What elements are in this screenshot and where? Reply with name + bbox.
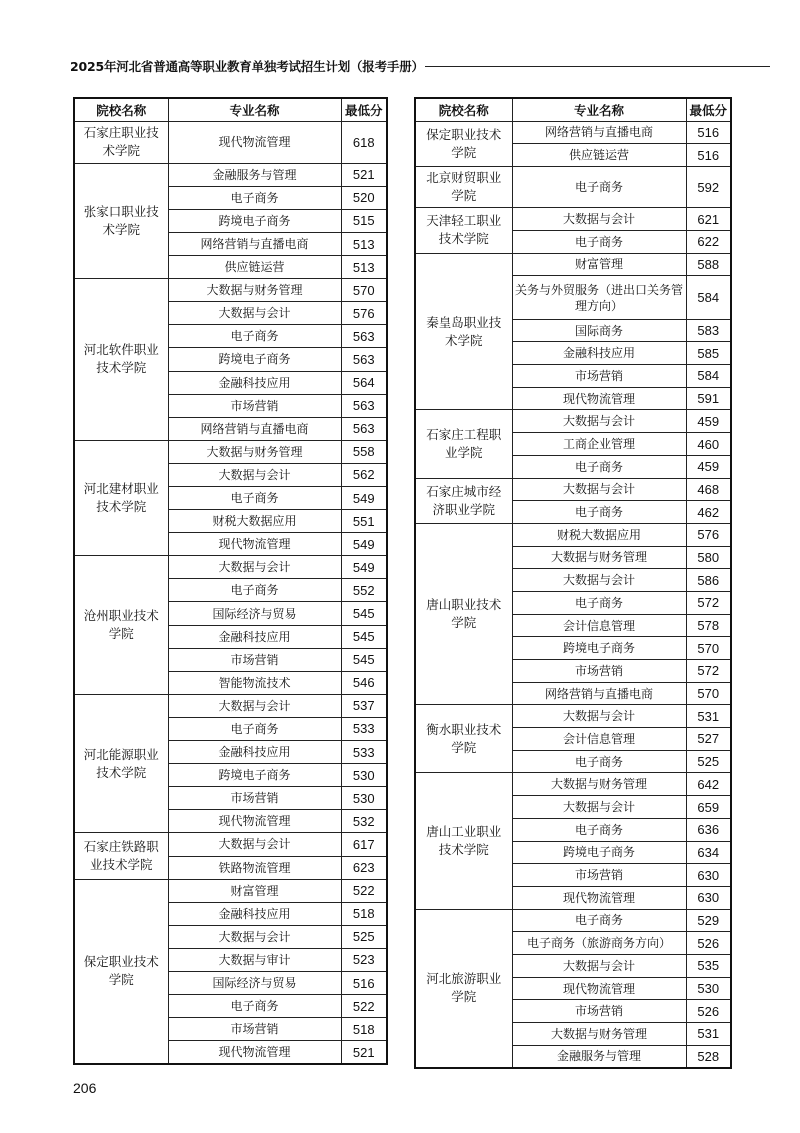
page-header (30, 57, 770, 75)
min-score-cell: 522 (341, 879, 387, 902)
min-score-cell: 636 (686, 818, 731, 841)
major-name-cell: 现代物流管理 (512, 977, 686, 1000)
major-name-cell: 会计信息管理 (512, 614, 686, 637)
major-name-cell: 现代物流管理 (512, 886, 686, 909)
min-score-cell: 546 (341, 671, 387, 694)
min-score-cell: 621 (686, 208, 731, 231)
major-name-cell: 电子商务 (512, 591, 686, 614)
school-name-cell: 唐山工业职业技术学院 (415, 773, 512, 909)
major-name-cell: 市场营销 (168, 1018, 341, 1041)
major-name-cell: 金融科技应用 (168, 371, 341, 394)
min-score-cell: 586 (686, 569, 731, 592)
admission-table-left (73, 97, 388, 1065)
major-name-cell: 网络营销与直播电商 (168, 232, 341, 255)
major-name-cell: 金融科技应用 (512, 342, 686, 365)
min-score-cell: 537 (341, 694, 387, 717)
major-name-cell: 网络营销与直播电商 (512, 121, 686, 144)
major-name-cell: 现代物流管理 (168, 121, 341, 163)
major-name-cell: 现代物流管理 (168, 810, 341, 833)
min-score-cell: 570 (341, 279, 387, 302)
major-name-cell: 现代物流管理 (168, 533, 341, 556)
column-header-major: 专业名称 (168, 98, 341, 121)
major-name-cell: 金融科技应用 (168, 741, 341, 764)
school-name-cell: 河北旅游职业学院 (415, 909, 512, 1068)
min-score-cell: 468 (686, 478, 731, 501)
school-name-cell: 石家庄职业技术学院 (74, 121, 168, 163)
school-name-cell: 保定职业技术学院 (74, 879, 168, 1064)
school-name-cell: 保定职业技术学院 (415, 121, 512, 166)
min-score-cell: 525 (686, 750, 731, 773)
major-name-cell: 市场营销 (512, 1000, 686, 1023)
major-name-cell: 财富管理 (512, 253, 686, 276)
major-name-cell: 电子商务 (512, 818, 686, 841)
min-score-cell: 545 (341, 648, 387, 671)
min-score-cell: 522 (341, 995, 387, 1018)
major-name-cell: 国际经济与贸易 (168, 602, 341, 625)
min-score-cell: 527 (686, 728, 731, 751)
school-name-cell: 河北软件职业技术学院 (74, 279, 168, 441)
table-header-row (74, 98, 387, 121)
min-score-cell: 622 (686, 230, 731, 253)
min-score-cell: 516 (686, 121, 731, 144)
major-name-cell: 大数据与会计 (168, 463, 341, 486)
major-name-cell: 电子商务 (512, 166, 686, 207)
table-row (74, 694, 387, 717)
min-score-cell: 564 (341, 371, 387, 394)
table-row (74, 279, 387, 302)
major-name-cell: 金融服务与管理 (168, 163, 341, 186)
major-name-cell: 现代物流管理 (168, 1041, 341, 1064)
min-score-cell: 532 (341, 810, 387, 833)
table-header-row (415, 98, 731, 121)
school-name-cell: 石家庄工程职业学院 (415, 410, 512, 478)
major-name-cell: 大数据与会计 (512, 410, 686, 433)
min-score-cell: 535 (686, 954, 731, 977)
major-name-cell: 市场营销 (168, 648, 341, 671)
min-score-cell: 531 (686, 705, 731, 728)
min-score-cell: 460 (686, 433, 731, 456)
min-score-cell: 584 (686, 276, 731, 319)
min-score-cell: 591 (686, 387, 731, 410)
school-name-cell: 衡水职业技术学院 (415, 705, 512, 773)
table-row (415, 208, 731, 231)
major-name-cell: 电子商务 (512, 909, 686, 932)
school-name-cell: 秦皇岛职业技术学院 (415, 253, 512, 410)
min-score-cell: 563 (341, 394, 387, 417)
min-score-cell: 592 (686, 166, 731, 207)
major-name-cell: 工商企业管理 (512, 433, 686, 456)
major-name-cell: 大数据与财务管理 (512, 773, 686, 796)
table-row (415, 121, 731, 144)
table-row (415, 410, 731, 433)
school-name-cell: 北京财贸职业学院 (415, 166, 512, 207)
table-row (415, 909, 731, 932)
header-title: 2025年河北省普通高等职业教育单独考试招生计划（报考手册） (70, 59, 424, 74)
min-score-cell: 659 (686, 796, 731, 819)
min-score-cell: 525 (341, 925, 387, 948)
major-name-cell: 大数据与会计 (512, 208, 686, 231)
major-name-cell: 大数据与会计 (512, 569, 686, 592)
major-name-cell: 电子商务 (168, 717, 341, 740)
major-name-cell: 电子商务 (168, 186, 341, 209)
table-row (74, 879, 387, 902)
min-score-cell: 572 (686, 660, 731, 683)
major-name-cell: 大数据与审计 (168, 948, 341, 971)
min-score-cell: 563 (341, 417, 387, 440)
major-name-cell: 大数据与财务管理 (512, 1023, 686, 1046)
min-score-cell: 529 (686, 909, 731, 932)
major-name-cell: 大数据与会计 (168, 833, 341, 856)
school-name-cell: 石家庄铁路职业技术学院 (74, 833, 168, 879)
min-score-cell: 584 (686, 365, 731, 388)
min-score-cell: 549 (341, 533, 387, 556)
min-score-cell: 576 (341, 302, 387, 325)
column-header-school: 院校名称 (415, 98, 512, 121)
major-name-cell: 金融科技应用 (168, 625, 341, 648)
min-score-cell: 551 (341, 510, 387, 533)
major-name-cell: 国际经济与贸易 (168, 971, 341, 994)
major-name-cell: 电子商务 (512, 750, 686, 773)
major-name-cell: 市场营销 (168, 394, 341, 417)
min-score-cell: 520 (341, 186, 387, 209)
min-score-cell: 523 (341, 948, 387, 971)
school-name-cell: 沧州职业技术学院 (74, 556, 168, 695)
major-name-cell: 大数据与会计 (512, 954, 686, 977)
major-name-cell: 财税大数据应用 (512, 523, 686, 546)
school-name-cell: 张家口职业技术学院 (74, 163, 168, 278)
min-score-cell: 531 (686, 1023, 731, 1046)
table-row (415, 705, 731, 728)
table-row (415, 773, 731, 796)
major-name-cell: 市场营销 (512, 864, 686, 887)
major-name-cell: 大数据与会计 (168, 556, 341, 579)
min-score-cell: 533 (341, 717, 387, 740)
table-row (74, 163, 387, 186)
column-header-score: 最低分 (686, 98, 731, 121)
major-name-cell: 大数据与会计 (512, 478, 686, 501)
school-name-cell: 唐山职业技术学院 (415, 523, 512, 705)
min-score-cell: 516 (341, 971, 387, 994)
major-name-cell: 关务与外贸服务（进出口关务管理方向） (512, 276, 686, 319)
major-name-cell: 电子商务 (168, 579, 341, 602)
column-header-school: 院校名称 (74, 98, 168, 121)
min-score-cell: 530 (686, 977, 731, 1000)
major-name-cell: 供应链运营 (168, 256, 341, 279)
school-name-cell: 石家庄城市经济职业学院 (415, 478, 512, 523)
min-score-cell: 459 (686, 455, 731, 478)
major-name-cell: 跨境电子商务 (168, 209, 341, 232)
column-header-major: 专业名称 (512, 98, 686, 121)
major-name-cell: 大数据与会计 (512, 796, 686, 819)
major-name-cell: 财富管理 (168, 879, 341, 902)
major-name-cell: 大数据与财务管理 (512, 546, 686, 569)
major-name-cell: 电子商务 (512, 501, 686, 524)
min-score-cell: 462 (686, 501, 731, 524)
school-name-cell: 天津轻工职业技术学院 (415, 208, 512, 253)
major-name-cell: 金融科技应用 (168, 902, 341, 925)
min-score-cell: 552 (341, 579, 387, 602)
min-score-cell: 634 (686, 841, 731, 864)
major-name-cell: 跨境电子商务 (168, 348, 341, 371)
min-score-cell: 459 (686, 410, 731, 433)
min-score-cell: 576 (686, 523, 731, 546)
major-name-cell: 市场营销 (512, 660, 686, 683)
min-score-cell: 513 (341, 232, 387, 255)
major-name-cell: 市场营销 (168, 787, 341, 810)
min-score-cell: 521 (341, 163, 387, 186)
table-row (74, 556, 387, 579)
school-name-cell: 河北建材职业技术学院 (74, 440, 168, 555)
major-name-cell: 供应链运营 (512, 144, 686, 167)
min-score-cell: 530 (341, 787, 387, 810)
major-name-cell: 大数据与会计 (512, 705, 686, 728)
table-row (74, 440, 387, 463)
min-score-cell: 528 (686, 1045, 731, 1068)
major-name-cell: 大数据与财务管理 (168, 440, 341, 463)
min-score-cell: 513 (341, 256, 387, 279)
min-score-cell: 583 (686, 319, 731, 342)
major-name-cell: 国际商务 (512, 319, 686, 342)
table-row (74, 121, 387, 163)
min-score-cell: 518 (341, 1018, 387, 1041)
major-name-cell: 电子商务 (512, 230, 686, 253)
min-score-cell: 518 (341, 902, 387, 925)
min-score-cell: 630 (686, 864, 731, 887)
min-score-cell: 530 (341, 764, 387, 787)
major-name-cell: 跨境电子商务 (168, 764, 341, 787)
column-header-score: 最低分 (341, 98, 387, 121)
major-name-cell: 大数据与财务管理 (168, 279, 341, 302)
min-score-cell: 630 (686, 886, 731, 909)
major-name-cell: 电子商务（旅游商务方向） (512, 932, 686, 955)
min-score-cell: 549 (341, 556, 387, 579)
major-name-cell: 会计信息管理 (512, 728, 686, 751)
major-name-cell: 金融服务与管理 (512, 1045, 686, 1068)
table-row (415, 253, 731, 276)
major-name-cell: 大数据与会计 (168, 302, 341, 325)
table-body-right (415, 121, 731, 1068)
min-score-cell: 623 (341, 856, 387, 879)
major-name-cell: 财税大数据应用 (168, 510, 341, 533)
min-score-cell: 516 (686, 144, 731, 167)
min-score-cell: 588 (686, 253, 731, 276)
min-score-cell: 570 (686, 682, 731, 705)
min-score-cell: 549 (341, 487, 387, 510)
min-score-cell: 533 (341, 741, 387, 764)
min-score-cell: 572 (686, 591, 731, 614)
major-name-cell: 大数据与会计 (168, 694, 341, 717)
page-number: 206 (73, 1080, 97, 1096)
major-name-cell: 铁路物流管理 (168, 856, 341, 879)
min-score-cell: 526 (686, 932, 731, 955)
major-name-cell: 跨境电子商务 (512, 637, 686, 660)
major-name-cell: 智能物流技术 (168, 671, 341, 694)
min-score-cell: 558 (341, 440, 387, 463)
min-score-cell: 580 (686, 546, 731, 569)
table-row (415, 166, 731, 207)
min-score-cell: 521 (341, 1041, 387, 1064)
major-name-cell: 电子商务 (168, 325, 341, 348)
school-name-cell: 河北能源职业技术学院 (74, 694, 168, 833)
min-score-cell: 515 (341, 209, 387, 232)
major-name-cell: 现代物流管理 (512, 387, 686, 410)
major-name-cell: 电子商务 (168, 995, 341, 1018)
header-rule (425, 66, 770, 67)
min-score-cell: 563 (341, 348, 387, 371)
min-score-cell: 617 (341, 833, 387, 856)
table-row (415, 523, 731, 546)
table-body-left (74, 121, 387, 1064)
major-name-cell: 大数据与会计 (168, 925, 341, 948)
major-name-cell: 跨境电子商务 (512, 841, 686, 864)
min-score-cell: 585 (686, 342, 731, 365)
major-name-cell: 电子商务 (512, 455, 686, 478)
min-score-cell: 526 (686, 1000, 731, 1023)
min-score-cell: 563 (341, 325, 387, 348)
min-score-cell: 618 (341, 121, 387, 163)
major-name-cell: 网络营销与直播电商 (168, 417, 341, 440)
min-score-cell: 545 (341, 602, 387, 625)
min-score-cell: 642 (686, 773, 731, 796)
table-row (74, 833, 387, 856)
min-score-cell: 570 (686, 637, 731, 660)
min-score-cell: 562 (341, 463, 387, 486)
major-name-cell: 网络营销与直播电商 (512, 682, 686, 705)
min-score-cell: 545 (341, 625, 387, 648)
major-name-cell: 市场营销 (512, 365, 686, 388)
major-name-cell: 电子商务 (168, 487, 341, 510)
table-row (415, 478, 731, 501)
min-score-cell: 578 (686, 614, 731, 637)
admission-table-right (414, 97, 732, 1069)
